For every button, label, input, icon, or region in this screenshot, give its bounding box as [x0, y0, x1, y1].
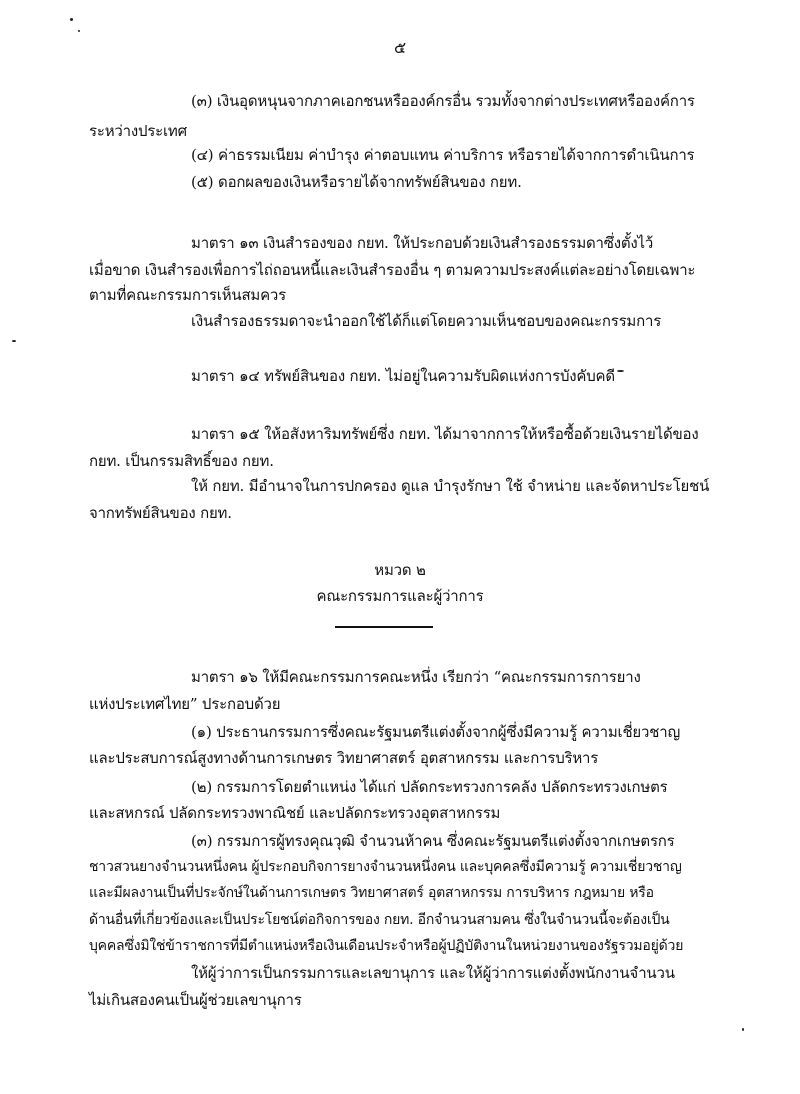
- chapter-divider: [335, 626, 433, 628]
- page-number: ๕: [394, 38, 406, 57]
- section-15-line-3: ให้ กยท. มีอำนาจในการปกครอง ดูแล บำรุงรักษา ใช้ จำหน่าย และจัดหาประโยชน์: [191, 477, 710, 495]
- section-16-item-3-line-5: บุคคลซึ่งมิใช่ข้าราชการที่มีตำแหน่งหรือเงินเดือนประจำหรือผู้ปฏิบัติงานในหน่วยงานของรัฐรวมอยู่ด้วย: [89, 938, 684, 954]
- section-16-item-2-line-2: และสหกรณ์ ปลัดกระทรวงพาณิชย์ และปลัดกระทรวงอุตสาหกรรม: [89, 804, 501, 822]
- section-13-line-3: ตามที่คณะกรรมการเห็นสมควร: [89, 286, 287, 304]
- section-16-item-1-line-1: (๑) ประธานกรรมการซึ่งคณะรัฐมนตรีแต่งตั้งจากผู้ซึ่งมีความรู้ ความเชี่ยวชาญ: [191, 723, 681, 741]
- section-15-line-1: มาตรา ๑๕ ให้อสังหาริมทรัพย์ซึ่ง กยท. ได้มาจากการให้หรือซื้อด้วยเงินรายได้ของ: [191, 425, 699, 443]
- section-13-line-4: เงินสำรองธรรมดาจะนำออกใช้ได้ก็แต่โดยความเห็นชอบของคณะกรรมการ: [191, 312, 662, 330]
- section-15-line-2: กยท. เป็นกรรมสิทธิ์ของ กยท.: [89, 452, 274, 470]
- item-4: (๔) ค่าธรรมเนียม ค่าบำรุง ค่าตอบแทน ค่าบริการ หรือรายได้จากการดำเนินการ: [191, 146, 695, 164]
- chapter-number: หมวด ๒: [374, 561, 426, 579]
- section-13-line-2: เมื่อขาด เงินสำรองเพื่อการไถ่ถอนหนี้และเงินสำรองอื่น ๆ ตามความประสงค์แต่ละอย่างโดยเฉพาะ: [89, 261, 696, 279]
- section-15-line-4: จากทรัพย์สินของ กยท.: [89, 504, 232, 522]
- section-16-last-line-2: ไม่เกินสองคนเป็นผู้ช่วยเลขานุการ: [89, 991, 302, 1009]
- item-3-line-1: (๓) เงินอุดหนุนจากภาคเอกชนหรือองค์กรอื่น รวมทั้งจากต่างประเทศหรือองค์การ: [191, 92, 695, 110]
- section-16-item-3-line-3: และมีผลงานเป็นที่ประจักษ์ในด้านการเกษตร วิทยาศาสตร์ อุตสาหกรรม การบริหาร กฎหมาย หรือ: [89, 885, 654, 901]
- section-16-line-2: แห่งประเทศไทย” ประกอบด้วย: [89, 695, 281, 713]
- section-14: มาตรา ๑๔ ทรัพย์สินของ กยท. ไม่อยู่ในความรับผิดแห่งการบังคับคดี: [191, 367, 615, 385]
- section-16-item-3-line-2: ชาวสวนยางจำนวนหนึ่งคน ผู้ประกอบกิจการยางจำนวนหนึ่งคน และบุคคลซึ่งมีความรู้ ความเชี่ยวชาญ: [89, 859, 682, 875]
- item-5: (๕) ดอกผลของเงินหรือรายได้จากทรัพย์สินของ กยท.: [191, 173, 522, 191]
- scan-speck: [742, 1028, 744, 1031]
- section-16-item-3-line-4: ด้านอื่นที่เกี่ยวข้องและเป็นประโยชน์ต่อกิจการของ กยท. อีกจำนวนสามคน ซึ่งในจำนวนนี้จะต้องเป็น: [89, 912, 670, 928]
- section-16-last-line-1: ให้ผู้ว่าการเป็นกรรมการและเลขานุการ และให้ผู้ว่าการแต่งตั้งพนักงานจำนวน: [191, 964, 675, 982]
- section-16-line-1: มาตรา ๑๖ ให้มีคณะกรรมการคณะหนึ่ง เรียกว่า “คณะกรรมการการยาง: [191, 668, 641, 686]
- scan-speck: [78, 30, 80, 32]
- section-16-item-3-line-1: (๓) กรรมการผู้ทรงคุณวุฒิ จำนวนห้าคน ซึ่งคณะรัฐมนตรีแต่งตั้งจากเกษตรกร: [191, 832, 675, 850]
- section-13-line-1: มาตรา ๑๓ เงินสำรองของ กยท. ให้ประกอบด้วยเงินสำรองธรรมดาซึ่งตั้งไว้: [191, 234, 654, 252]
- section-16-item-1-line-2: และประสบการณ์สูงทางด้านการเกษตร วิทยาศาสตร์ อุตสาหกรรม และการบริหาร: [89, 749, 599, 767]
- scan-speck: [12, 340, 16, 342]
- item-3-line-2: ระหว่างประเทศ: [89, 122, 187, 140]
- chapter-title: คณะกรรมการและผู้ว่าการ: [316, 587, 484, 605]
- section-16-item-2-line-1: (๒) กรรมการโดยตำแหน่ง ได้แก่ ปลัดกระทรวงการคลัง ปลัดกระทรวงเกษตร: [191, 778, 668, 796]
- scan-speck: [617, 370, 624, 372]
- scan-speck: [70, 18, 73, 21]
